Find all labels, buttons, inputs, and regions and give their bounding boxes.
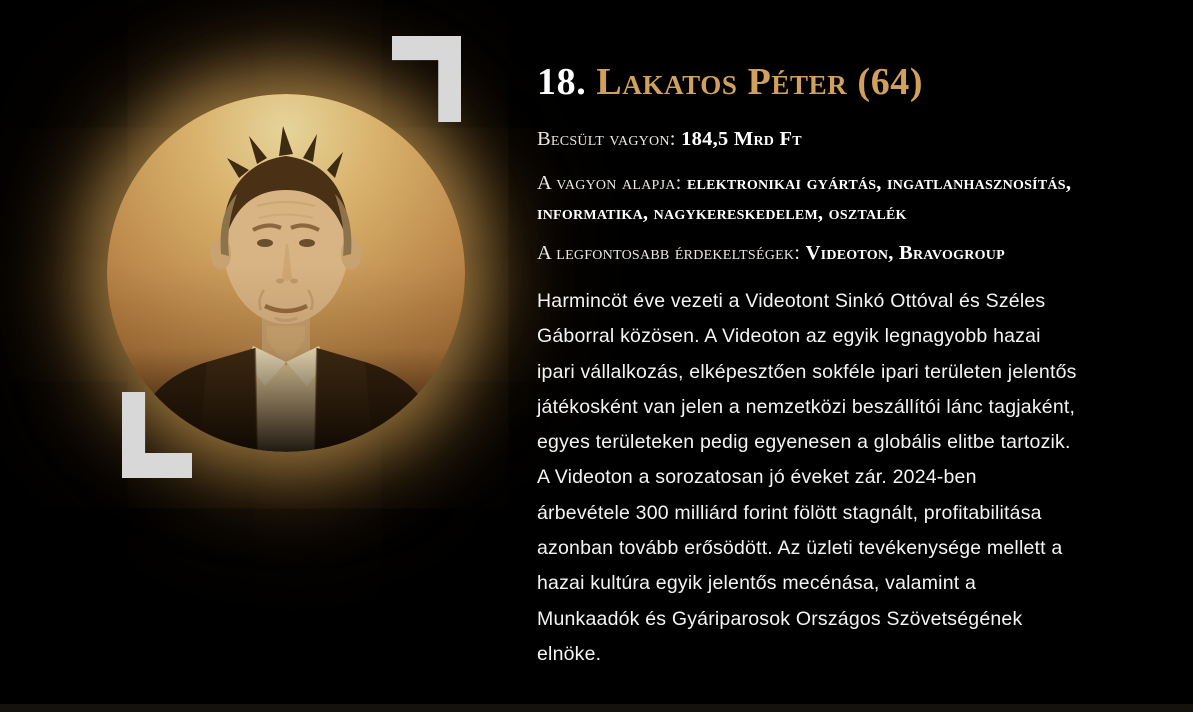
interests-value: Videoton, Bravogroup [805, 242, 1005, 264]
bio-line: elnöke. [537, 642, 602, 665]
estimated-wealth-value: 184,5 Mrd Ft [681, 128, 802, 150]
bio-line: azonban tovább erősödött. Az üzleti tevékenysége mellett a [537, 537, 1063, 560]
estimated-wealth-row [537, 124, 1155, 154]
bio-line: A Videoton a sorozatosan jó éveket zár. 2024-ben [537, 466, 977, 489]
bio-paragraph [537, 284, 1155, 672]
interests-row [537, 238, 1155, 268]
rank-number: 18. [537, 61, 587, 103]
bio-line: Munkaadók és Gyáriparosok Országos Szövetségének [537, 607, 1023, 630]
bio-line: Harmincöt éve vezeti a Videotont Sinkó Ottóval és Széles [537, 290, 1046, 312]
profile-info [537, 60, 1155, 672]
frame-corner-top-right-icon [392, 36, 461, 122]
bio-line: ipari vállalkozás, elképesztően sokféle ipari területen jelentős [537, 360, 1077, 383]
estimated-wealth-label: Becsült vagyon: [537, 128, 676, 150]
interests-label: A legfontosabb érdekeltségek: [537, 242, 801, 264]
bio-line: játékosként van jelen a nemzetközi beszállítói lánc tagjaként, [537, 395, 1076, 418]
profile-title [537, 60, 1155, 104]
bio-line: hazai kultúra egyik jelentős mecénása, valamint a [537, 572, 977, 595]
frame-corner-bottom-left-icon [122, 392, 192, 478]
wealth-source-value: elektronikai gyártás, ingatlanhasznosítás, informatika, nagykereskedelem, osztalék [537, 172, 1072, 224]
profile-name: Lakatos Péter (64) [596, 61, 924, 103]
bio-line: egyes területeken pedig egyenesen a globális elitbe tartozik. [537, 431, 1071, 454]
wealth-source-row [537, 168, 1155, 228]
wealth-source-label: A vagyon alapja: [537, 172, 682, 194]
bio-line: Gáborral közösen. A Videoton az egyik legnagyobb hazai [537, 325, 1041, 348]
bio-line: árbevétele 300 milliárd forint fölött stagnált, profitabilitása [537, 501, 1042, 524]
next-section-edge [0, 704, 1193, 712]
